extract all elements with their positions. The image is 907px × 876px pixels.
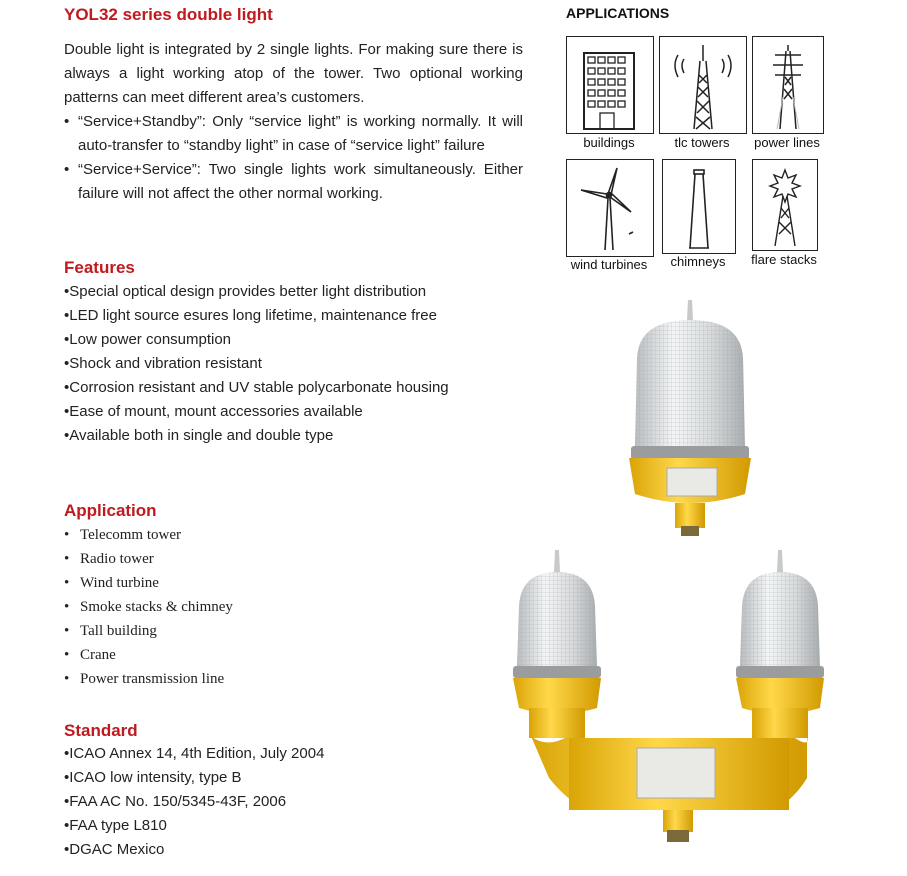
- application-item: • Crane: [64, 643, 233, 667]
- feature-item: • Available both in single and double type: [64, 424, 449, 448]
- standard-list: [64, 742, 324, 862]
- app-tile-label: power lines: [754, 135, 820, 150]
- application-item: • Radio tower: [64, 547, 233, 571]
- intro-section: [64, 38, 523, 206]
- application-list: [64, 523, 233, 691]
- features-list: [64, 280, 449, 448]
- building-icon: [566, 36, 654, 134]
- app-tile-label: tlc towers: [674, 135, 730, 150]
- double-light-image: [505, 548, 850, 863]
- feature-item: • Corrosion resistant and UV stable polycarbonate housing: [64, 376, 449, 400]
- feature-item: • Special optical design provides better light distribution: [64, 280, 449, 304]
- chimney-icon: [662, 159, 736, 254]
- feature-item: • Low power consumption: [64, 328, 449, 352]
- intro-bullet: • “Service+Service”: Two single lights work simultaneously. Either failure will not affect the other normal working.: [64, 158, 523, 206]
- feature-item: • Ease of mount, mount accessories available: [64, 400, 449, 424]
- tlc-tower-icon: [659, 36, 747, 134]
- page-title: YOL32 series double light: [64, 5, 273, 24]
- standard-item: • FAA AC No. 150/5345-43F, 2006: [64, 790, 324, 814]
- feature-item: • LED light source esures long lifetime, maintenance free: [64, 304, 449, 328]
- applications-heading: APPLICATIONS: [566, 5, 670, 21]
- standard-item: • ICAO low intensity, type B: [64, 766, 324, 790]
- single-light-image: [615, 298, 765, 538]
- app-tile-label: chimneys: [670, 254, 726, 269]
- app-tile-label: buildings: [583, 135, 635, 150]
- app-tile-label: wind turbines: [570, 257, 648, 272]
- application-item: • Power transmission line: [64, 667, 233, 691]
- intro-bullets: [64, 110, 523, 206]
- flare-stack-icon: [752, 159, 818, 251]
- intro-bullet: • “Service+Standby”: Only “service light” is working normally. It will auto-transfer to “standby light” in case of “service light” failure: [64, 110, 523, 158]
- application-heading: Application: [64, 501, 157, 520]
- power-line-icon: [752, 36, 824, 134]
- standard-heading: Standard: [64, 721, 138, 740]
- standard-item: • FAA type L810: [64, 814, 324, 838]
- wind-turbine-icon: [566, 159, 654, 257]
- feature-item: • Shock and vibration resistant: [64, 352, 449, 376]
- standard-item: • ICAO Annex 14, 4th Edition, July 2004: [64, 742, 324, 766]
- application-item: • Tall building: [64, 619, 233, 643]
- intro-paragraph: Double light is integrated by 2 single lights. For making sure there is always a light working atop of the tower. Two optional working patterns can meet different area’s customers.: [64, 41, 523, 106]
- features-heading: Features: [64, 258, 135, 277]
- application-item: • Wind turbine: [64, 571, 233, 595]
- application-item: • Telecomm tower: [64, 523, 233, 547]
- standard-item: • DGAC Mexico: [64, 838, 324, 862]
- application-item: • Smoke stacks & chimney: [64, 595, 233, 619]
- app-tile-label: flare stacks: [751, 252, 817, 267]
